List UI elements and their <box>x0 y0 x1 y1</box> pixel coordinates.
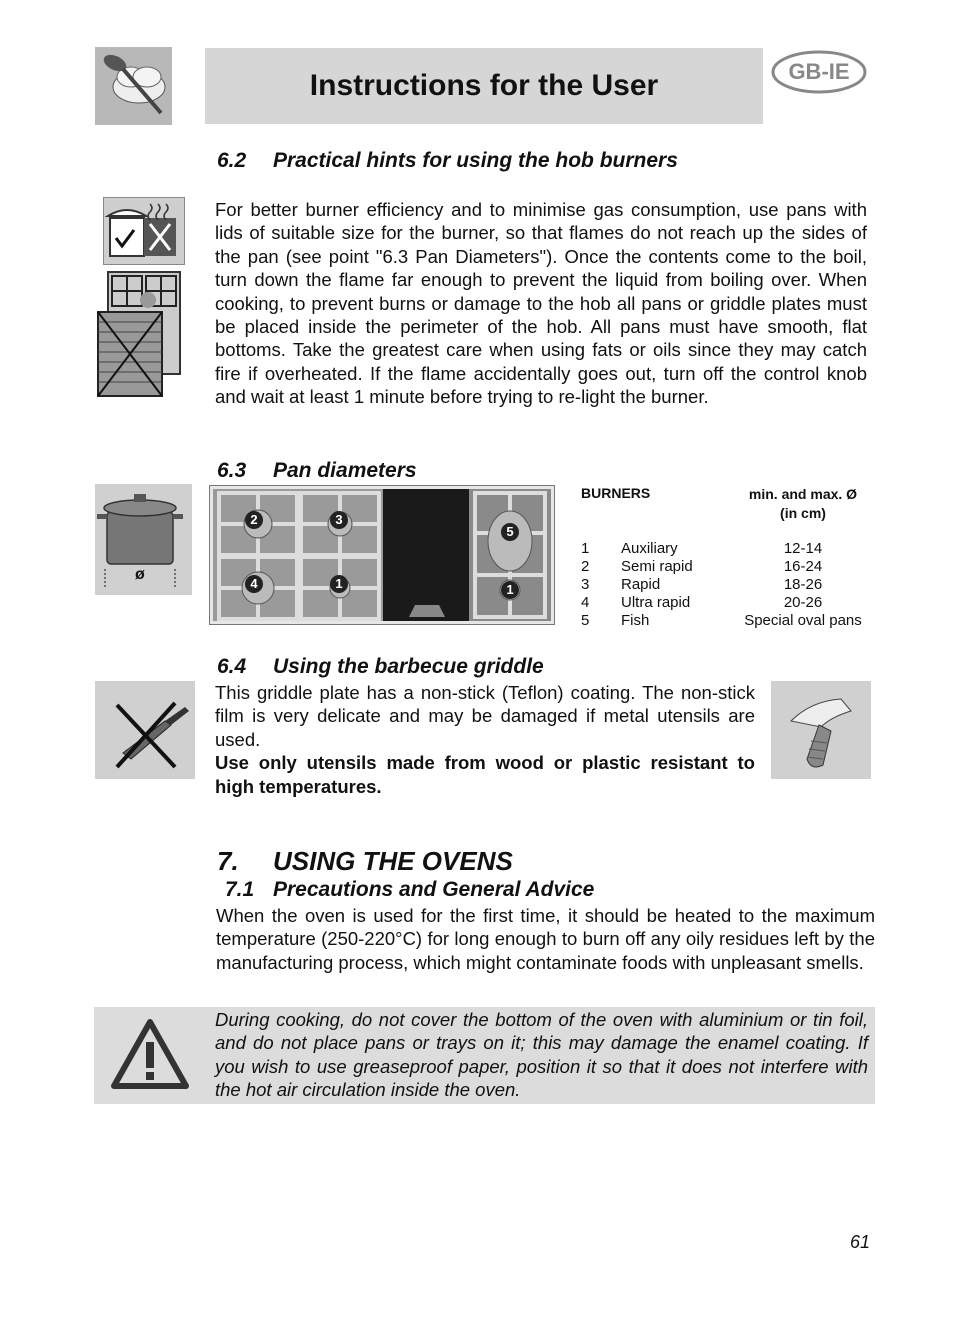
hob-burner-label: 2 <box>245 511 263 529</box>
table-header-diameter-line1: min. and max. Ø <box>748 486 858 502</box>
hob-burner-label: 4 <box>245 575 263 593</box>
hob-burner-label: 5 <box>501 523 519 541</box>
section-7-1-body: When the oven is used for the first time, it should be heated to the maximum temperature (250-220°C) for long enough to burn off any oily residues left by the manufacturing process, which might contaminate foods with unpleasant smells. <box>216 905 875 973</box>
section-title: Pan diameters <box>273 459 417 482</box>
burner-diameter: 12-14 <box>783 540 823 557</box>
section-6-4-body: This griddle plate has a non-stick (Teflon) coating. The non-stick film is very delicate and may be damaged if metal utensils are used. <box>215 682 755 750</box>
burner-diameter: 18-26 <box>783 576 823 593</box>
section-6-2-heading <box>217 149 678 173</box>
section-number: 7. <box>217 846 239 876</box>
burner-number: 3 <box>581 576 590 593</box>
wooden-spatula-icon <box>771 681 871 779</box>
burner-diameter-table <box>581 485 875 630</box>
country-badge-label: GB-IE <box>788 59 850 84</box>
section-title: USING THE OVENS <box>273 846 513 876</box>
section-6-4-heading <box>217 655 544 679</box>
hob-perimeter-icon <box>96 270 186 400</box>
burner-name: Fish <box>621 612 650 629</box>
section-7-1-heading <box>225 878 594 902</box>
table-row <box>581 612 871 630</box>
table-row <box>581 576 871 594</box>
burner-number: 2 <box>581 558 590 575</box>
no-metal-knife-icon <box>95 681 195 779</box>
burner-number: 1 <box>581 540 590 557</box>
section-title: Using the barbecue griddle <box>273 655 544 678</box>
table-row <box>581 594 871 612</box>
burner-diameter: Special oval pans <box>744 612 862 629</box>
diameter-symbol: ø <box>135 566 145 583</box>
section-6-4-text <box>215 681 755 798</box>
burner-diameter: 16-24 <box>783 558 823 575</box>
table-header-diameter-line2: (in cm) <box>780 505 826 521</box>
burner-name: Auxiliary <box>621 540 678 557</box>
pan-diameter-icon <box>95 484 192 595</box>
hob-burner-label: 1 <box>501 581 519 599</box>
table-header-burners: BURNERS <box>581 485 651 501</box>
section-number: 6.4 <box>217 655 247 678</box>
warning-triangle-icon <box>110 1018 190 1090</box>
table-header-diameter <box>731 485 875 523</box>
burner-number: 4 <box>581 594 590 611</box>
burner-name: Semi rapid <box>621 558 693 575</box>
chef-logo <box>95 47 172 125</box>
section-number: 6.3 <box>217 459 247 482</box>
hob-burner-label: 1 <box>330 575 348 593</box>
section-7-heading <box>217 846 513 877</box>
page-number: 61 <box>850 1232 871 1252</box>
section-number: 7.1 <box>225 878 255 901</box>
section-number: 6.2 <box>217 149 247 172</box>
burner-diameter: 20-26 <box>783 594 823 611</box>
hob-burner-label: 3 <box>330 511 348 529</box>
hob-layout-diagram <box>209 485 555 625</box>
section-6-3-heading <box>217 459 417 483</box>
section-title: Practical hints for using the hob burners <box>273 149 678 172</box>
chef-spoon-icon <box>95 47 172 125</box>
section-title: Precautions and General Advice <box>273 878 595 901</box>
burner-name: Ultra rapid <box>621 594 691 611</box>
page-header-title: Instructions for the User <box>205 48 763 124</box>
burner-number: 5 <box>581 612 590 629</box>
table-row <box>581 558 871 576</box>
section-6-2-body: For better burner efficiency and to minimise gas consumption, use pans with lids of suitable size for the burner, so that flames do not reach up the sides of the pan (see point "6.3 Pan Diameters"). Once the contents come to the boil, turn down the flame far enough to prevent the liquid from boiling over. When cooking, to prevent burns or damage to the hob all pans or griddle plates must be placed inside the perimeter of the hob. All pans must have smooth, flat bottoms. Take the greatest care when using fats or oils since they may catch fire if overheated. If the flame accidentally goes out, turn off the control knob and wait at least 1 minute before trying to re-light the burner. <box>215 199 867 408</box>
pan-lid-icon <box>103 197 185 265</box>
table-row <box>581 540 871 558</box>
section-6-4-bold-warning: Use only utensils made from wood or plastic resistant to high temperatures. <box>215 752 755 797</box>
burner-name: Rapid <box>621 576 661 593</box>
warning-text: During cooking, do not cover the bottom of the oven with aluminium or tin foil, and do not place pans or trays on it; this may damage the enamel coating. If you wish to use greaseproof paper, position it so that it does not interfere with the hot air circulation inside the oven. <box>215 1009 868 1101</box>
country-badge <box>771 50 867 94</box>
